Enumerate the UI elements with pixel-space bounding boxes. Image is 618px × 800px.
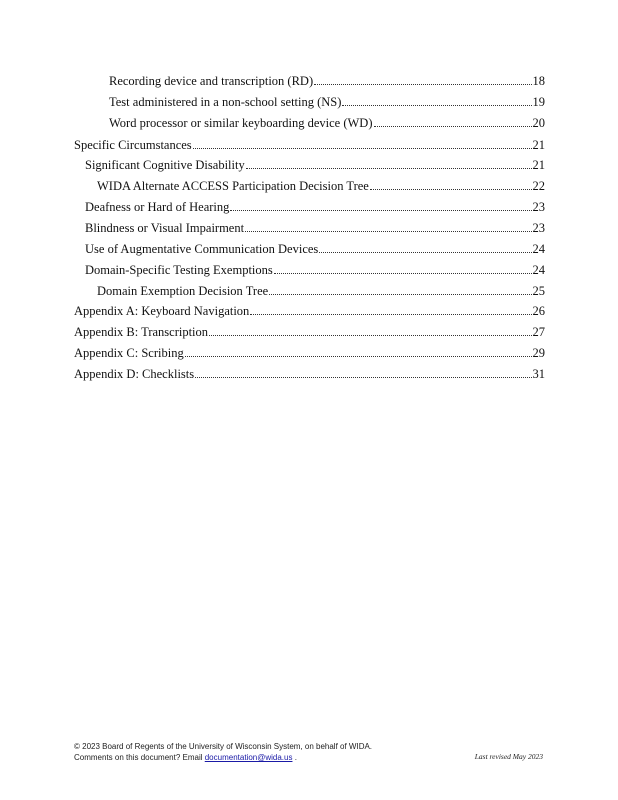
toc-leader-dots bbox=[269, 284, 531, 295]
toc-entry[interactable] bbox=[109, 94, 545, 110]
toc-entry-page: 24 bbox=[532, 242, 545, 256]
toc-leader-dots bbox=[246, 158, 532, 169]
toc-entry-title: Appendix C: Scribing bbox=[74, 346, 184, 360]
toc-entry[interactable] bbox=[74, 366, 545, 382]
toc-entry[interactable] bbox=[74, 324, 545, 340]
toc-entry[interactable] bbox=[109, 73, 545, 89]
toc-entry-page: 31 bbox=[532, 367, 545, 381]
toc-entry-page: 27 bbox=[532, 325, 545, 339]
toc-entry-page: 21 bbox=[532, 158, 545, 172]
toc-entry[interactable] bbox=[85, 199, 545, 215]
toc-entry-title: Deafness or Hard of Hearing bbox=[85, 200, 230, 214]
toc-entry-page: 22 bbox=[532, 179, 545, 193]
toc-leader-dots bbox=[185, 346, 532, 357]
toc-entry-title: Domain Exemption Decision Tree bbox=[97, 284, 269, 298]
toc-entry-page: 18 bbox=[532, 74, 545, 88]
footer-comments-suffix: . bbox=[294, 753, 297, 762]
toc-entry[interactable] bbox=[85, 220, 545, 236]
toc-entry-title: Specific Circumstances bbox=[74, 138, 192, 152]
toc-leader-dots bbox=[193, 138, 532, 149]
toc-entry[interactable] bbox=[97, 283, 545, 299]
toc-leader-dots bbox=[209, 325, 531, 336]
toc-leader-dots bbox=[370, 179, 532, 190]
toc-entry[interactable] bbox=[97, 178, 545, 194]
toc-entry-title: Blindness or Visual Impairment bbox=[85, 221, 245, 235]
toc-entry-title: Word processor or similar keyboarding device (WD) bbox=[109, 116, 373, 130]
toc-leader-dots bbox=[230, 200, 531, 211]
footer-comments bbox=[74, 752, 372, 763]
toc-leader-dots bbox=[195, 367, 531, 378]
toc-entry-page: 21 bbox=[532, 138, 545, 152]
toc-entry-title: Appendix A: Keyboard Navigation bbox=[74, 304, 250, 318]
toc-entry-page: 24 bbox=[532, 263, 545, 277]
toc-entry[interactable] bbox=[85, 241, 545, 257]
toc-entry-title: Use of Augmentative Communication Devices bbox=[85, 242, 319, 256]
footer-email-link[interactable]: documentation@wida.us bbox=[204, 753, 293, 762]
toc-entry-page: 29 bbox=[532, 346, 545, 360]
toc-leader-dots bbox=[314, 74, 531, 85]
toc-entry[interactable] bbox=[74, 345, 545, 361]
toc-leader-dots bbox=[245, 221, 531, 232]
toc-entry-page: 26 bbox=[532, 304, 545, 318]
toc-entry[interactable] bbox=[74, 303, 545, 319]
toc-entry-page: 19 bbox=[532, 95, 545, 109]
toc-leader-dots bbox=[274, 263, 532, 274]
toc-leader-dots bbox=[374, 116, 532, 127]
toc-entry-title: Domain-Specific Testing Exemptions bbox=[85, 263, 273, 277]
toc-leader-dots bbox=[319, 242, 531, 253]
toc-entry[interactable] bbox=[85, 262, 545, 278]
toc-leader-dots bbox=[250, 304, 531, 315]
toc-entry-title: Test administered in a non-school setting (NS) bbox=[109, 95, 342, 109]
toc-entry[interactable] bbox=[109, 115, 545, 131]
toc-entry[interactable] bbox=[74, 137, 545, 153]
footer-last-revised: Last revised May 2023 bbox=[474, 752, 543, 761]
footer-copyright: © 2023 Board of Regents of the University of Wisconsin System, on behalf of WIDA. bbox=[74, 742, 373, 751]
toc-entry-title: Recording device and transcription (RD) bbox=[109, 74, 314, 88]
toc-entry-page: 25 bbox=[532, 284, 545, 298]
footer-comments-prefix: Comments on this document? Email bbox=[74, 753, 203, 762]
toc-leader-dots bbox=[342, 95, 531, 106]
toc-entry-title: Appendix B: Transcription bbox=[74, 325, 209, 339]
toc-entry-page: 23 bbox=[532, 200, 545, 214]
toc-entry-title: WIDA Alternate ACCESS Participation Decision Tree bbox=[97, 179, 369, 193]
toc-entry-page: 20 bbox=[532, 116, 545, 130]
toc-entry-title: Significant Cognitive Disability bbox=[85, 158, 245, 172]
footer bbox=[74, 741, 372, 763]
toc-entry-title: Appendix D: Checklists bbox=[74, 367, 195, 381]
toc-entry[interactable] bbox=[85, 157, 545, 173]
toc-entry-page: 23 bbox=[532, 221, 545, 235]
